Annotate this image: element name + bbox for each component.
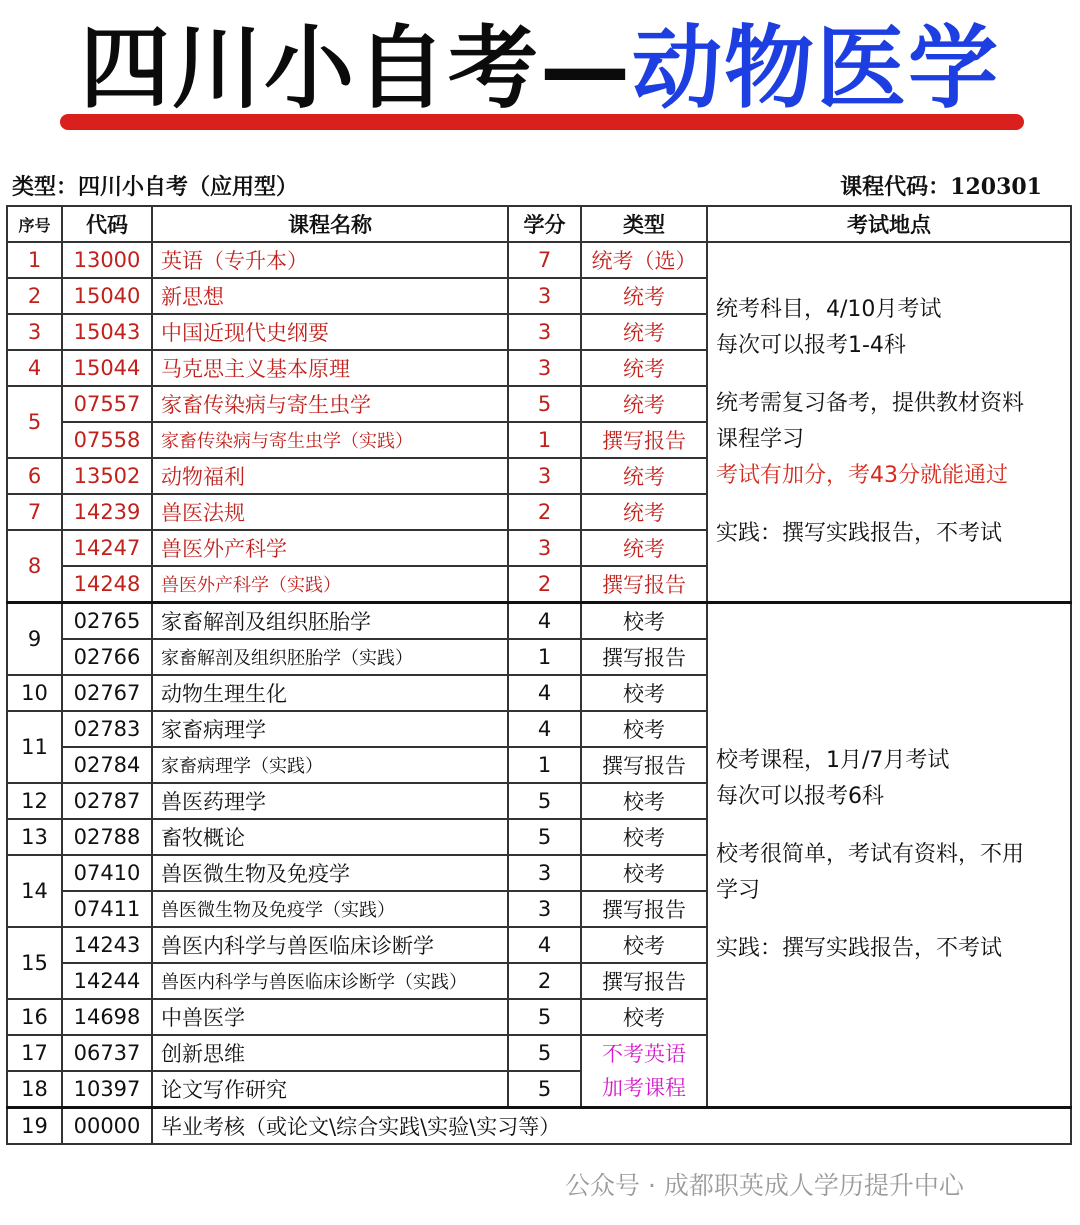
row-name: 家畜传染病与寄生虫学 <box>152 386 508 422</box>
extra-kind-line2: 加考课程 <box>602 1076 686 1100</box>
note-school <box>707 603 1071 1108</box>
row-kind: 统考（选） <box>581 242 707 278</box>
note-unified <box>707 242 1071 603</box>
title-part1: 四川小自考— <box>80 16 632 121</box>
row-credit: 5 <box>508 819 581 855</box>
row-credit: 1 <box>508 422 581 458</box>
row-kind: 统考 <box>581 494 707 530</box>
row-credit: 1 <box>508 639 581 675</box>
row-name: 畜牧概论 <box>152 819 508 855</box>
row-name: 兽医内科学与兽医临床诊断学 <box>152 927 508 963</box>
row-code: 14243 <box>62 927 152 963</box>
row-idx: 14 <box>7 855 62 927</box>
row-idx: 18 <box>7 1071 62 1108</box>
row-code: 10397 <box>62 1071 152 1108</box>
note-top-l6: 实践：撰写实践报告，不考试 <box>716 521 1003 546</box>
row-code: 02783 <box>62 711 152 747</box>
row-credit: 4 <box>508 927 581 963</box>
table-header-row <box>7 206 1071 242</box>
row-kind: 校考 <box>581 855 707 891</box>
row-kind: 撰写报告 <box>581 639 707 675</box>
row-credit: 2 <box>508 566 581 603</box>
row-name: 兽医微生物及免疫学（实践） <box>152 891 508 927</box>
row-credit: 3 <box>508 314 581 350</box>
header-credit: 学分 <box>508 206 581 242</box>
row-code: 07411 <box>62 891 152 927</box>
header-name: 课程名称 <box>152 206 508 242</box>
row-kind: 统考 <box>581 278 707 314</box>
row-code: 15044 <box>62 350 152 386</box>
note-bottom-l4: 学习 <box>716 878 761 903</box>
row-credit: 3 <box>508 458 581 494</box>
row-idx: 7 <box>7 494 62 530</box>
course-code-label: 课程代码：120301 <box>840 174 1042 200</box>
row-name: 兽医药理学 <box>152 783 508 819</box>
row-kind: 撰写报告 <box>581 566 707 603</box>
row-credit: 4 <box>508 711 581 747</box>
note-top-l2: 每次可以报考1-4科 <box>716 333 906 358</box>
row-kind: 撰写报告 <box>581 422 707 458</box>
row-name: 马克思主义基本原理 <box>152 350 508 386</box>
row-credit: 3 <box>508 855 581 891</box>
row-name: 兽医外产科学 <box>152 530 508 566</box>
header-place: 考试地点 <box>707 206 1071 242</box>
row-kind: 校考 <box>581 819 707 855</box>
row-name: 创新思维 <box>152 1035 508 1071</box>
row-credit: 5 <box>508 783 581 819</box>
note-bottom-l1: 校考课程，1月/7月考试 <box>716 748 950 773</box>
row-code: 07558 <box>62 422 152 458</box>
row-credit: 3 <box>508 350 581 386</box>
row-kind: 统考 <box>581 386 707 422</box>
row-idx: 1 <box>7 242 62 278</box>
row-kind: 撰写报告 <box>581 963 707 999</box>
row-code: 07410 <box>62 855 152 891</box>
row-kind: 校考 <box>581 603 707 640</box>
row-code: 14239 <box>62 494 152 530</box>
row-code: 02784 <box>62 747 152 783</box>
row-idx: 19 <box>7 1108 62 1145</box>
note-top-l5: 考试有加分，考43分就能通过 <box>716 463 1008 488</box>
row-name: 家畜病理学 <box>152 711 508 747</box>
row-idx: 3 <box>7 314 62 350</box>
row-code: 00000 <box>62 1108 152 1145</box>
row-credit: 2 <box>508 494 581 530</box>
row-name: 动物生理生化 <box>152 675 508 711</box>
row-credit: 5 <box>508 1071 581 1108</box>
course-table <box>6 205 1072 1145</box>
row-credit: 5 <box>508 386 581 422</box>
row-code: 02788 <box>62 819 152 855</box>
row-name: 兽医内科学与兽医临床诊断学（实践） <box>152 963 508 999</box>
row-idx: 10 <box>7 675 62 711</box>
row-idx: 12 <box>7 783 62 819</box>
header-idx: 序号 <box>7 206 62 242</box>
row-credit: 4 <box>508 675 581 711</box>
row-credit: 3 <box>508 278 581 314</box>
row-code: 14248 <box>62 566 152 603</box>
table-row <box>7 1108 1071 1145</box>
row-credit: 5 <box>508 1035 581 1071</box>
row-kind: 校考 <box>581 999 707 1035</box>
row-kind: 撰写报告 <box>581 747 707 783</box>
title-part2: 动物医学 <box>632 16 1000 121</box>
row-idx: 17 <box>7 1035 62 1071</box>
table-row <box>7 242 1071 278</box>
note-top-l3: 统考需复习备考，提供教材资料 <box>716 391 1025 416</box>
row-name: 家畜传染病与寄生虫学（实践） <box>152 422 508 458</box>
header-code: 代码 <box>62 206 152 242</box>
row-kind: 校考 <box>581 927 707 963</box>
row-name: 中国近现代史纲要 <box>152 314 508 350</box>
page-title <box>0 14 1080 124</box>
row-name: 中兽医学 <box>152 999 508 1035</box>
row-idx: 13 <box>7 819 62 855</box>
row-code: 13502 <box>62 458 152 494</box>
note-bottom-l2: 每次可以报考6科 <box>716 784 884 809</box>
header-kind: 类型 <box>581 206 707 242</box>
note-bottom-l5: 实践：撰写实践报告，不考试 <box>716 936 1003 961</box>
row-credit: 3 <box>508 530 581 566</box>
row-name: 兽医微生物及免疫学 <box>152 855 508 891</box>
row-name: 兽医外产科学（实践） <box>152 566 508 603</box>
row-kind: 校考 <box>581 783 707 819</box>
row-code: 15043 <box>62 314 152 350</box>
type-label: 类型：四川小自考（应用型） <box>12 174 299 200</box>
row-idx: 5 <box>7 386 62 458</box>
row-kind: 校考 <box>581 675 707 711</box>
row-credit: 7 <box>508 242 581 278</box>
row-name: 动物福利 <box>152 458 508 494</box>
row-idx: 16 <box>7 999 62 1035</box>
row-name: 家畜病理学（实践） <box>152 747 508 783</box>
row-name: 家畜解剖及组织胚胎学（实践） <box>152 639 508 675</box>
row-name: 兽医法规 <box>152 494 508 530</box>
extra-kind-line1: 不考英语 <box>602 1042 686 1066</box>
row-kind: 统考 <box>581 350 707 386</box>
watermark: 公众号 · 成都职英成人学历提升中心 <box>565 1171 964 1200</box>
note-top-l1: 统考科目，4/10月考试 <box>716 297 942 322</box>
row-name: 英语（专升本） <box>152 242 508 278</box>
row-name: 论文写作研究 <box>152 1071 508 1108</box>
row-code: 14247 <box>62 530 152 566</box>
row-kind: 统考 <box>581 458 707 494</box>
row-code: 06737 <box>62 1035 152 1071</box>
row-name: 家畜解剖及组织胚胎学 <box>152 603 508 640</box>
row-kind: 撰写报告 <box>581 891 707 927</box>
row-credit: 4 <box>508 603 581 640</box>
row-kind: 统考 <box>581 314 707 350</box>
row-credit: 2 <box>508 963 581 999</box>
row-kind: 统考 <box>581 530 707 566</box>
row-name: 毕业考核（或论文\综合实践\实验\实习等） <box>152 1108 1071 1145</box>
row-idx: 4 <box>7 350 62 386</box>
row-idx: 15 <box>7 927 62 999</box>
row-idx: 6 <box>7 458 62 494</box>
row-idx: 11 <box>7 711 62 783</box>
row-code: 13000 <box>62 242 152 278</box>
row-idx: 9 <box>7 603 62 676</box>
row-kind: 校考 <box>581 711 707 747</box>
row-code: 07557 <box>62 386 152 422</box>
row-code: 15040 <box>62 278 152 314</box>
row-code: 02766 <box>62 639 152 675</box>
row-code: 02765 <box>62 603 152 640</box>
row-credit: 5 <box>508 999 581 1035</box>
row-code: 14244 <box>62 963 152 999</box>
row-credit: 3 <box>508 891 581 927</box>
row-code: 02767 <box>62 675 152 711</box>
row-idx: 8 <box>7 530 62 603</box>
note-bottom-l3: 校考很简单，考试有资料，不用 <box>716 842 1025 867</box>
row-credit: 1 <box>508 747 581 783</box>
row-idx: 2 <box>7 278 62 314</box>
row-code: 02787 <box>62 783 152 819</box>
table-row <box>7 603 1071 640</box>
row-name: 新思想 <box>152 278 508 314</box>
row-code: 14698 <box>62 999 152 1035</box>
note-top-l4: 课程学习 <box>716 427 805 452</box>
extra-course-kind <box>581 1035 707 1108</box>
